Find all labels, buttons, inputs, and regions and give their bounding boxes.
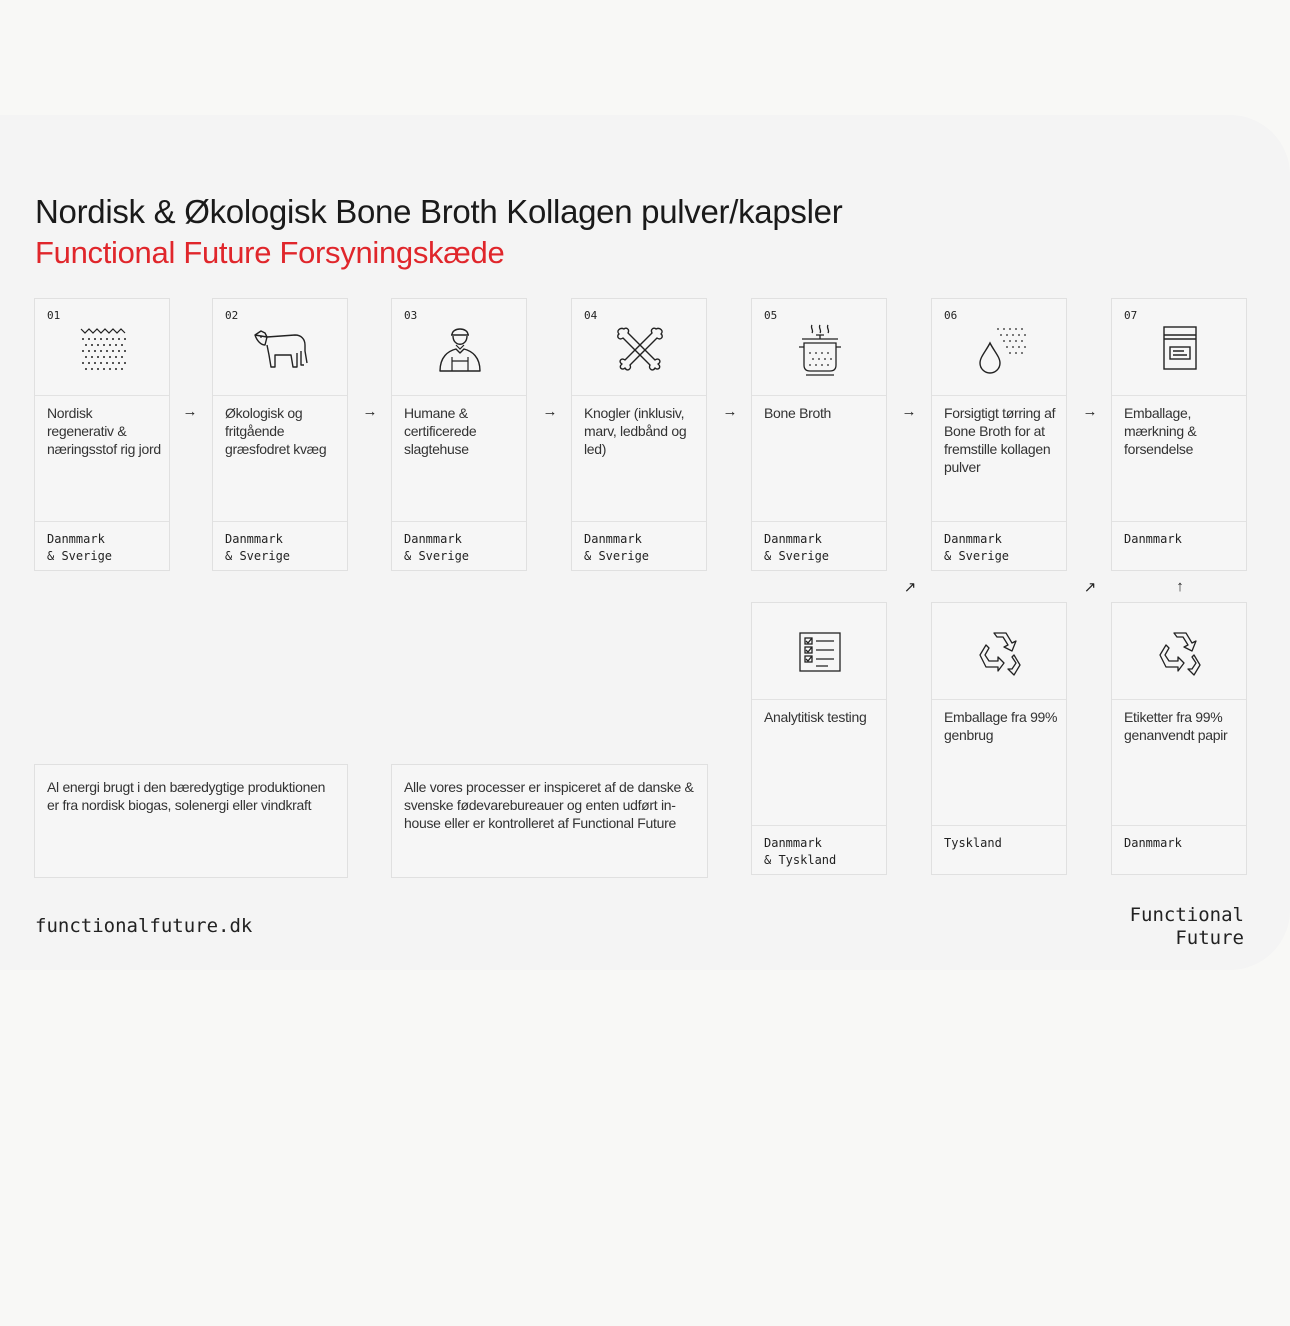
- support-label: Etiketter fra 99% genanvendt papir: [1112, 700, 1246, 826]
- arrow-right: →: [182, 403, 198, 420]
- step-label: Humane & certificerede slagtehuse: [392, 396, 526, 522]
- brand-line-1: Functional: [1129, 904, 1244, 926]
- brand-line-2: Future: [1175, 927, 1244, 949]
- step-location: Danmmark & Sverige: [944, 532, 1010, 563]
- website-url[interactable]: functionalfuture.dk: [35, 915, 253, 937]
- arrow-diagonal: ↗: [1083, 579, 1097, 596]
- step-label: Nordisk regenerativ & næringsstof rig jord: [35, 396, 169, 522]
- support-location: Tyskland: [944, 836, 1002, 850]
- note-process: Alle vores processer er inspiceret af de danske & svenske fødevarebureauer og enten udført in-house eller er kontrolleret af Functional Future: [391, 764, 708, 878]
- note-energy: Al energi brugt i den bæredygtige produktionen er fra nordisk biogas, solenergi eller vindkraft: [34, 764, 348, 878]
- step-card-01: [34, 298, 170, 571]
- step-number: 05: [764, 309, 778, 322]
- arrow-right: →: [542, 403, 558, 420]
- step-location: Danmmark: [1124, 532, 1182, 546]
- arrow-right: →: [1082, 403, 1098, 420]
- support-card-testing: [751, 602, 887, 875]
- butcher-icon: [430, 321, 490, 377]
- step-location: Danmmark & Sverige: [764, 532, 830, 563]
- recycle-icon: [970, 625, 1030, 681]
- step-number: 02: [225, 309, 239, 322]
- page-title: Nordisk & Økologisk Bone Broth Kollagen pulver/kapsler: [35, 193, 843, 230]
- drop-powder-icon: [970, 321, 1030, 377]
- step-location: Danmmark & Sverige: [584, 532, 650, 563]
- support-label: Emballage fra 99% genbrug: [932, 700, 1066, 826]
- support-label: Analytitisk testing: [752, 700, 886, 826]
- arrow-right: →: [722, 403, 738, 420]
- step-card-02: [212, 298, 348, 571]
- bones-icon: [610, 321, 670, 377]
- step-card-04: [571, 298, 707, 571]
- arrow-right: →: [362, 403, 378, 420]
- step-location: Danmmark & Sverige: [47, 532, 113, 563]
- package-icon: [1150, 321, 1210, 377]
- step-location: Danmmark & Sverige: [225, 532, 291, 563]
- support-card-packaging: [931, 602, 1067, 875]
- step-label: Forsigtigt tørring af Bone Broth for at fremstille kollagen pulver: [932, 396, 1066, 522]
- cow-icon: [251, 321, 311, 377]
- page-subtitle: Functional Future Forsyningskæde: [35, 235, 505, 270]
- step-location: Danmmark & Sverige: [404, 532, 470, 563]
- arrow-up: ↑: [1176, 578, 1184, 595]
- step-label: Knogler (inklusiv, marv, ledbånd og led): [572, 396, 706, 522]
- recycle-icon: [1150, 625, 1210, 681]
- brand-logo: [1130, 904, 1244, 950]
- arrow-diagonal: ↗: [903, 579, 917, 596]
- step-card-06: [931, 298, 1067, 571]
- step-number: 01: [47, 309, 61, 322]
- arrow-right: →: [901, 403, 917, 420]
- step-number: 07: [1124, 309, 1138, 322]
- checklist-icon: [790, 625, 850, 681]
- step-number: 04: [584, 309, 598, 322]
- step-card-05: [751, 298, 887, 571]
- step-card-07: [1111, 298, 1247, 571]
- step-card-03: [391, 298, 527, 571]
- step-label: Emballage, mærkning & forsendelse: [1112, 396, 1246, 522]
- support-card-labels: [1111, 602, 1247, 875]
- support-location: Danmmark & Tyskland: [764, 836, 837, 867]
- step-label: Bone Broth: [752, 396, 886, 522]
- pot-icon: [790, 321, 850, 377]
- step-label: Økologisk og fritgående græsfodret kvæg: [213, 396, 347, 522]
- step-number: 03: [404, 309, 418, 322]
- support-location: Danmmark: [1124, 836, 1182, 850]
- step-number: 06: [944, 309, 958, 322]
- soil-icon: [73, 321, 133, 377]
